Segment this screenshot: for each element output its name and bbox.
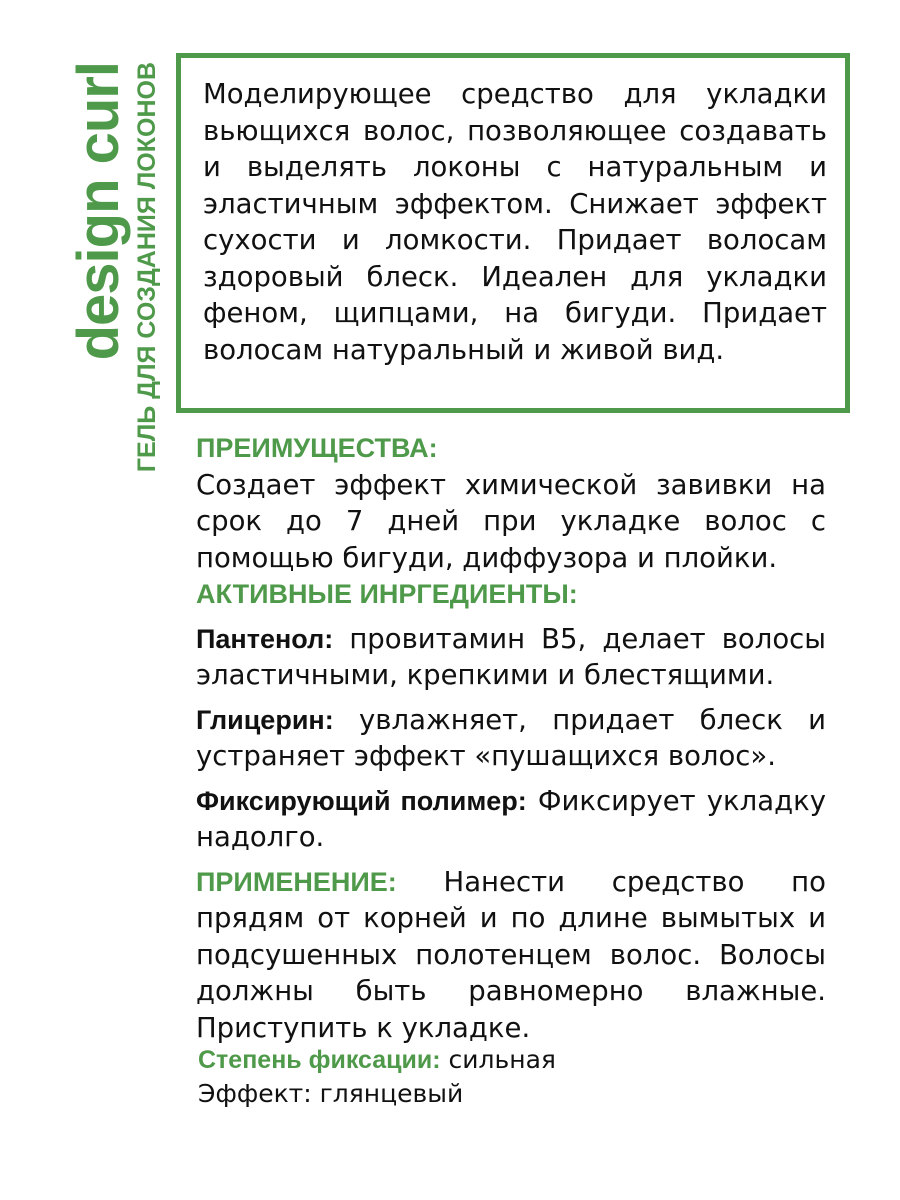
ingredient-name: Пантенол: (196, 623, 334, 654)
effect-value: глянцевый (319, 1079, 464, 1108)
ingredient-item (196, 621, 826, 694)
ingredients-heading-line (196, 576, 826, 613)
product-type-vertical (132, 62, 162, 580)
ingredient-item (196, 702, 826, 775)
ingredient-name: Фиксирующий полимер: (196, 785, 527, 816)
ingredient-text: увлажняет, придает блеск и устраняет эффект «пушащихся волос». (196, 703, 826, 772)
advantages-text: Создает эффект химической завивки на срок до 7 дней при укладке волос с помощью бигуди, диффузора и плойки. (196, 468, 826, 574)
description-box (176, 53, 850, 413)
ingredient-item (196, 783, 826, 856)
advantages-heading: ПРЕИМУЩЕСТВА: (196, 433, 438, 463)
brand-name: design curl (66, 62, 131, 361)
brand-vertical (66, 62, 131, 382)
ingredient-name: Глицерин: (196, 704, 334, 735)
fixation-line (198, 1043, 556, 1077)
fixation-value: сильная (448, 1045, 556, 1074)
ingredients-heading: АКТИВНЫЕ ИНРГЕДИЕНТЫ: (196, 579, 578, 609)
product-type: ГЕЛЬ ДЛЯ СОЗДАНИЯ ЛОКОНОВ (133, 62, 161, 473)
advantages-section (196, 430, 826, 576)
application-heading: ПРИМЕНЕНИЕ: (196, 866, 397, 897)
product-specs (198, 1043, 556, 1111)
description-text: Моделирующее средство для укладки вьющихся волос, позволяющее создавать и выделять локоны с натуральным и эластичным эффектом. Снижает эффект сухости и ломкости. Придает волосам здоровый блеск. Идеален для укладки феном, щипцами, на бигуди. Придает волосам натуральный и живой вид. (203, 78, 827, 366)
ingredient-text: Фиксирует укладку надолго. (196, 784, 826, 853)
product-info (196, 430, 826, 1046)
application-text: Нанести средство по прядям от корней и по длине вымытых и подсушенных полотенцем волос. Волосы должны быть равномерно влажные. Приступить к укладке. (196, 865, 826, 1044)
ingredient-text: провитамин B5, делает волосы эластичными, крепкими и блестящими. (196, 622, 826, 691)
effect-label: Эффект: (198, 1079, 312, 1108)
application-section (196, 864, 826, 1047)
fixation-label: Степень фиксации: (198, 1046, 441, 1074)
effect-line (198, 1077, 556, 1111)
